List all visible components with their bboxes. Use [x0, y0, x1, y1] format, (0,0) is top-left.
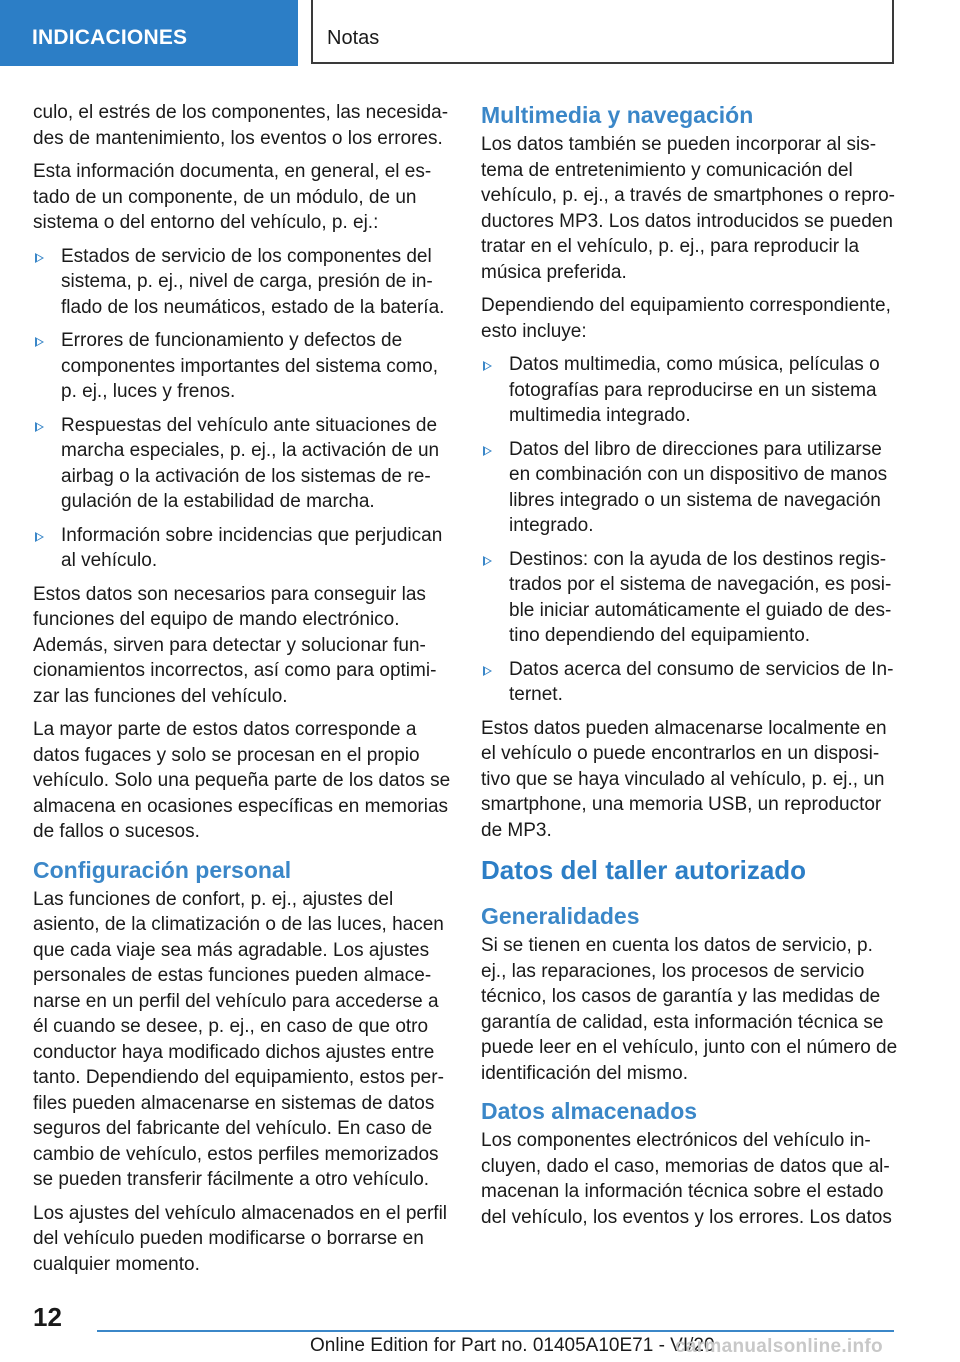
- list-item-text: Datos multimedia, como música, películas o fotografías para reproducirse en un sistema multimedia integrado.: [509, 354, 880, 426]
- paragraph: La mayor parte de estos datos corresponde a datos fugaces y solo se procesan en el propio vehículo. Solo una pequeña parte de los datos se almacena en ocasiones específicas en memorias de fallos o sucesos.: [33, 719, 451, 842]
- paragraph: Los componentes electrónicos del vehículo incluyen, dado el caso, memorias de datos que almacenan la información técnica sobre el estado del vehículo, los eventos y los errores. Los datos: [481, 1130, 892, 1228]
- list-item: [33, 413, 451, 515]
- list-item: [481, 352, 899, 429]
- list-item: [481, 657, 899, 708]
- triangle-bullet-icon: [483, 666, 492, 676]
- paragraph: Los datos también se pueden incorporar al sistema de entretenimiento y comunicación del vehículo, p. ej., a través de smartphones o reproductores MP3. Los datos introducidos se pueden tratar en el vehículo, p. ej., para reproducir la música preferida.: [481, 134, 895, 283]
- section-tab-label: INDICACIONES: [32, 26, 188, 49]
- list-item: [481, 437, 899, 539]
- paragraph: Las funciones de confort, p. ej., ajustes del asiento, de la climatización o de las luces, hacen que cada viaje sea más agradable. Los ajustes personales de estas funciones pueden almacenarse en un perfil del vehículo para accederse a él cuando se desee, p. ej., en caso de que otro conductor haya modificado dichos ajustes entre tanto. Dependiendo del equipamiento, estos perfiles pueden almacenarse en sistemas de datos seguros del fabricante del vehículo. En caso de cambio de vehículo, estos perfiles memorizados se pueden transferir fácilmente a otro vehículo.: [33, 888, 444, 1190]
- chapter-header-label: Notas: [327, 27, 380, 49]
- page-number: 12: [33, 1302, 62, 1332]
- triangle-bullet-icon: [483, 361, 492, 371]
- triangle-bullet-icon: [35, 253, 44, 263]
- triangle-bullet-icon: [35, 337, 44, 347]
- bullet-list: [481, 352, 899, 708]
- paragraph: culo, el estrés de los componentes, las necesidades de mantenimiento, los eventos o los errores.: [33, 102, 449, 149]
- paragraph: Estos datos son necesarios para conseguir las funciones del equipo de mando electrónico. Además, sirven para detectar y solucionar funcionamientos incorrectos, así como para optimizar las funciones del vehículo.: [33, 583, 437, 707]
- heading-datos-almacenados: Datos almacenados: [481, 1098, 698, 1124]
- right-column: [481, 100, 899, 1238]
- list-item: [33, 328, 451, 405]
- paragraph: Dependiendo del equipamiento correspondiente, esto incluye:: [481, 295, 891, 342]
- watermark: carmanualsonline.info: [675, 1336, 883, 1357]
- paragraph: Los ajustes del vehículo almacenados en el perfil del vehículo pueden modificarse o borrarse en cualquier momento.: [33, 1202, 448, 1275]
- list-item-text: Datos acerca del consumo de servicios de Internet.: [509, 658, 894, 705]
- list-item: [33, 523, 451, 574]
- triangle-bullet-icon: [483, 556, 492, 566]
- list-item-text: Estados de servicio de los componentes del sistema, p. ej., nivel de carga, presión de inflado de los neumáticos, estado de la batería.: [61, 245, 445, 318]
- footer-divider: [97, 1330, 894, 1332]
- triangle-bullet-icon: [35, 422, 44, 432]
- list-item-text: Destinos: con la ayuda de los destinos registrados por el sistema de navegación, es posible iniciar automáticamente el guiado de destino dependiendo del equipamiento.: [509, 548, 892, 646]
- heading-configuracion-personal: Configuración personal: [33, 856, 292, 883]
- list-item-text: Datos del libro de direcciones para utilizarse en combinación con un dispositivo de manos libres integrado o un sistema de navegación integrado.: [509, 438, 888, 536]
- triangle-bullet-icon: [35, 532, 44, 542]
- heading-multimedia-navegacion: Multimedia y navegación: [481, 102, 754, 128]
- list-item-text: Respuestas del vehículo ante situaciones de marcha especiales, p. ej., la activación de un airbag o la activación de los sistemas de regulación de la estabilidad de marcha.: [61, 414, 440, 512]
- paragraph: Estos datos pueden almacenarse localmente en el vehículo o puede encontrarlos en un dispositivo que se haya vinculado al vehículo, p. ej., un smartphone, una memoria USB, un reproductor de MP3.: [481, 717, 887, 841]
- heading-generalidades: Generalidades: [481, 903, 640, 929]
- list-item-text: Información sobre incidencias que perjudican al vehículo.: [61, 524, 443, 571]
- triangle-bullet-icon: [483, 446, 492, 456]
- paragraph: Esta información documenta, en general, el estado de un componente, de un módulo, de un sistema o del entorno del vehículo, p. ej.:: [33, 161, 432, 233]
- list-item-text: Errores de funcionamiento y defectos de componentes importantes del sistema como, p. ej., luces y frenos.: [61, 330, 439, 402]
- bullet-list: [33, 244, 451, 574]
- list-item: [481, 547, 899, 649]
- heading-datos-taller-autorizado: Datos del taller autorizado: [481, 855, 807, 885]
- chapter-header: [311, 0, 894, 64]
- left-column: [33, 100, 451, 1285]
- section-tab: [0, 0, 298, 66]
- list-item: [33, 244, 451, 321]
- paragraph: Si se tienen en cuenta los datos de servicio, p. ej., las reparaciones, los procesos de servicio técnico, los casos de garantía y las medidas de garantía de calidad, esta información técnica se puede leer en el vehículo, junto con el número de identificación del mismo.: [481, 935, 898, 1084]
- edition-note: Online Edition for Part no. 01405A10E71 - VI/20: [310, 1335, 715, 1356]
